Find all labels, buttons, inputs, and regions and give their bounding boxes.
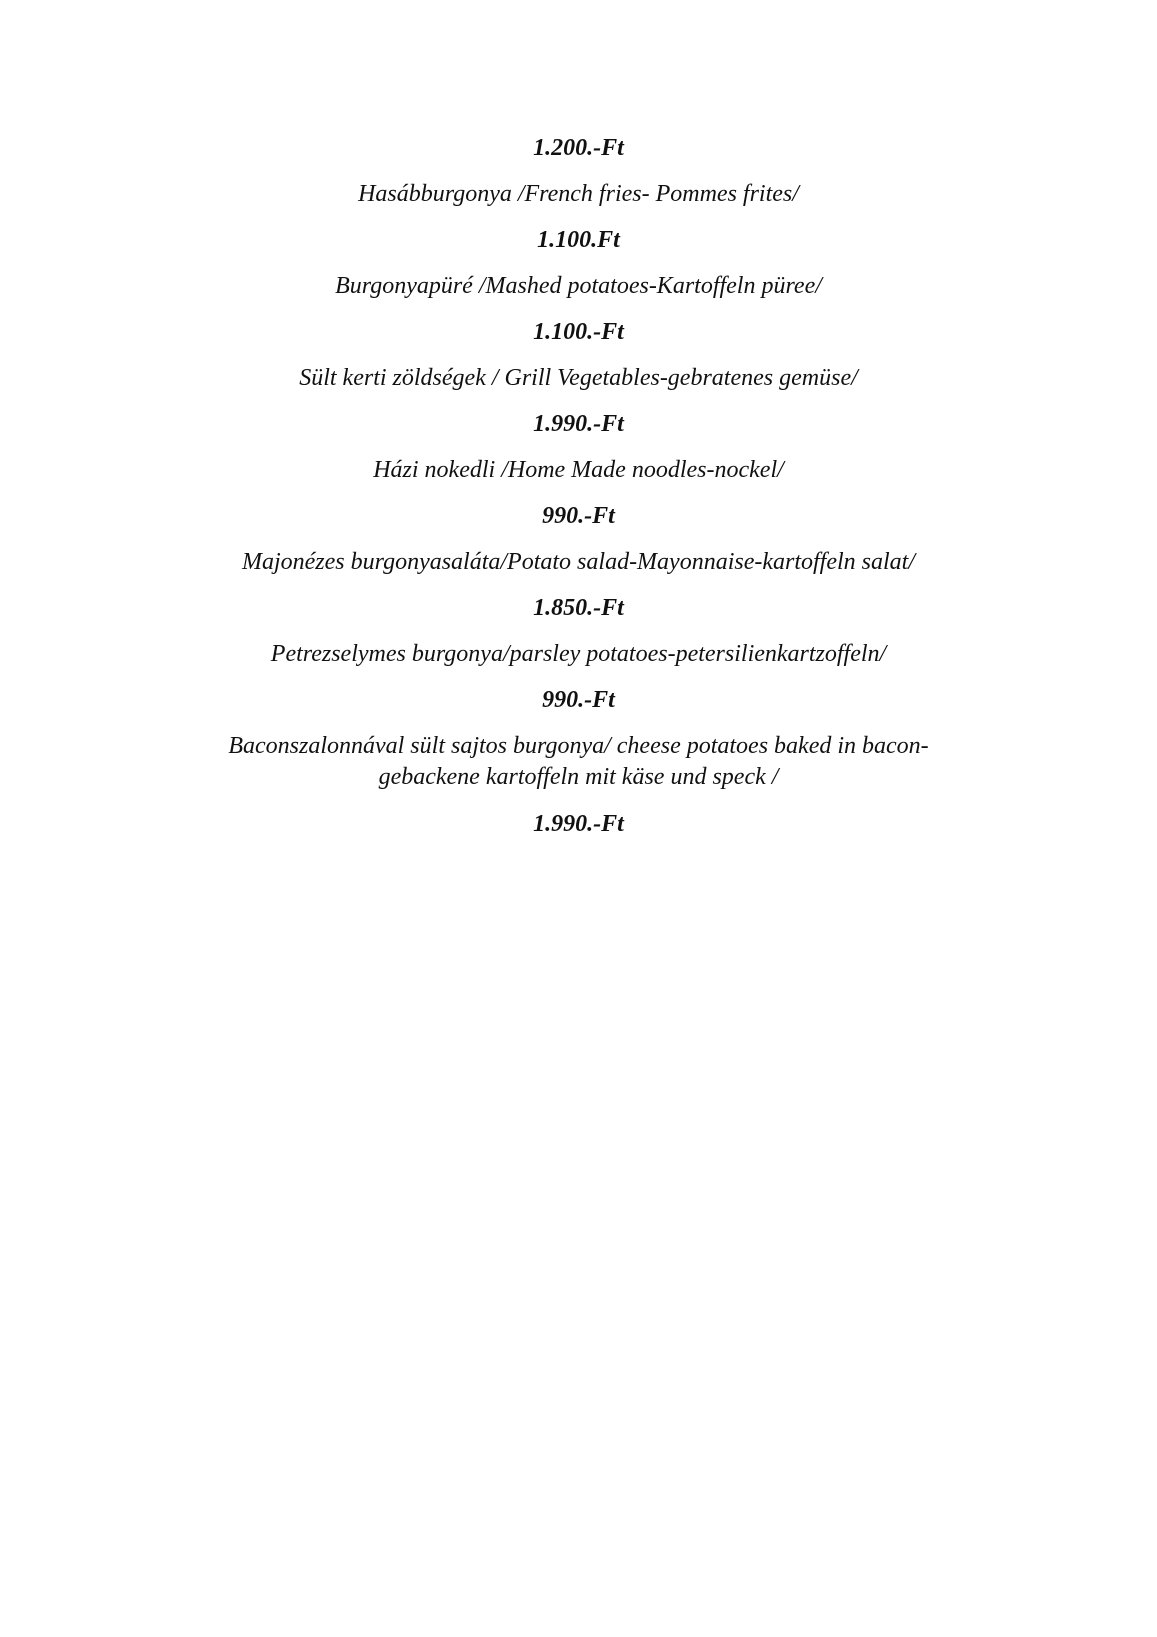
item-bacon-cheese-potatoes-line1: Baconszalonnával sült sajtos burgonya/ cheese potatoes baked in bacon-	[228, 733, 929, 759]
price-home-made-noodles: 1.990.-Ft	[533, 411, 624, 437]
price-mashed-potatoes: 1.100.Ft	[537, 227, 620, 253]
item-grill-vegetables: Sült kerti zöldségek / Grill Vegetables-gebratenes gemüse/	[299, 365, 858, 391]
item-bacon-cheese-potatoes-line2: gebackene kartoffeln mit käse und speck /	[378, 764, 779, 790]
item-home-made-noodles: Házi nokedli /Home Made noodles-nockel/	[373, 457, 784, 483]
item-potato-salad: Majonézes burgonyasaláta/Potato salad-Mayonnaise-kartoffeln salat/	[241, 549, 916, 575]
price-potato-salad: 990.-Ft	[542, 503, 615, 529]
price-last: 1.990.-Ft	[533, 811, 624, 837]
price-bacon-cheese-potatoes: 990.-Ft	[542, 687, 615, 713]
item-parsley-potatoes: Petrezselymes burgonya/parsley potatoes-petersilienkartzoffeln/	[270, 641, 887, 667]
price-parsley-potatoes: 1.850.-Ft	[533, 595, 624, 621]
price-grill-vegetables: 1.100.-Ft	[533, 319, 624, 345]
item-mashed-potatoes: Burgonyapüré /Mashed potatoes-Kartoffeln püree/	[335, 273, 822, 299]
item-french-fries: Hasábburgonya /French fries- Pommes frites/	[358, 181, 799, 207]
price-french-fries: 1.200.-Ft	[533, 135, 624, 161]
